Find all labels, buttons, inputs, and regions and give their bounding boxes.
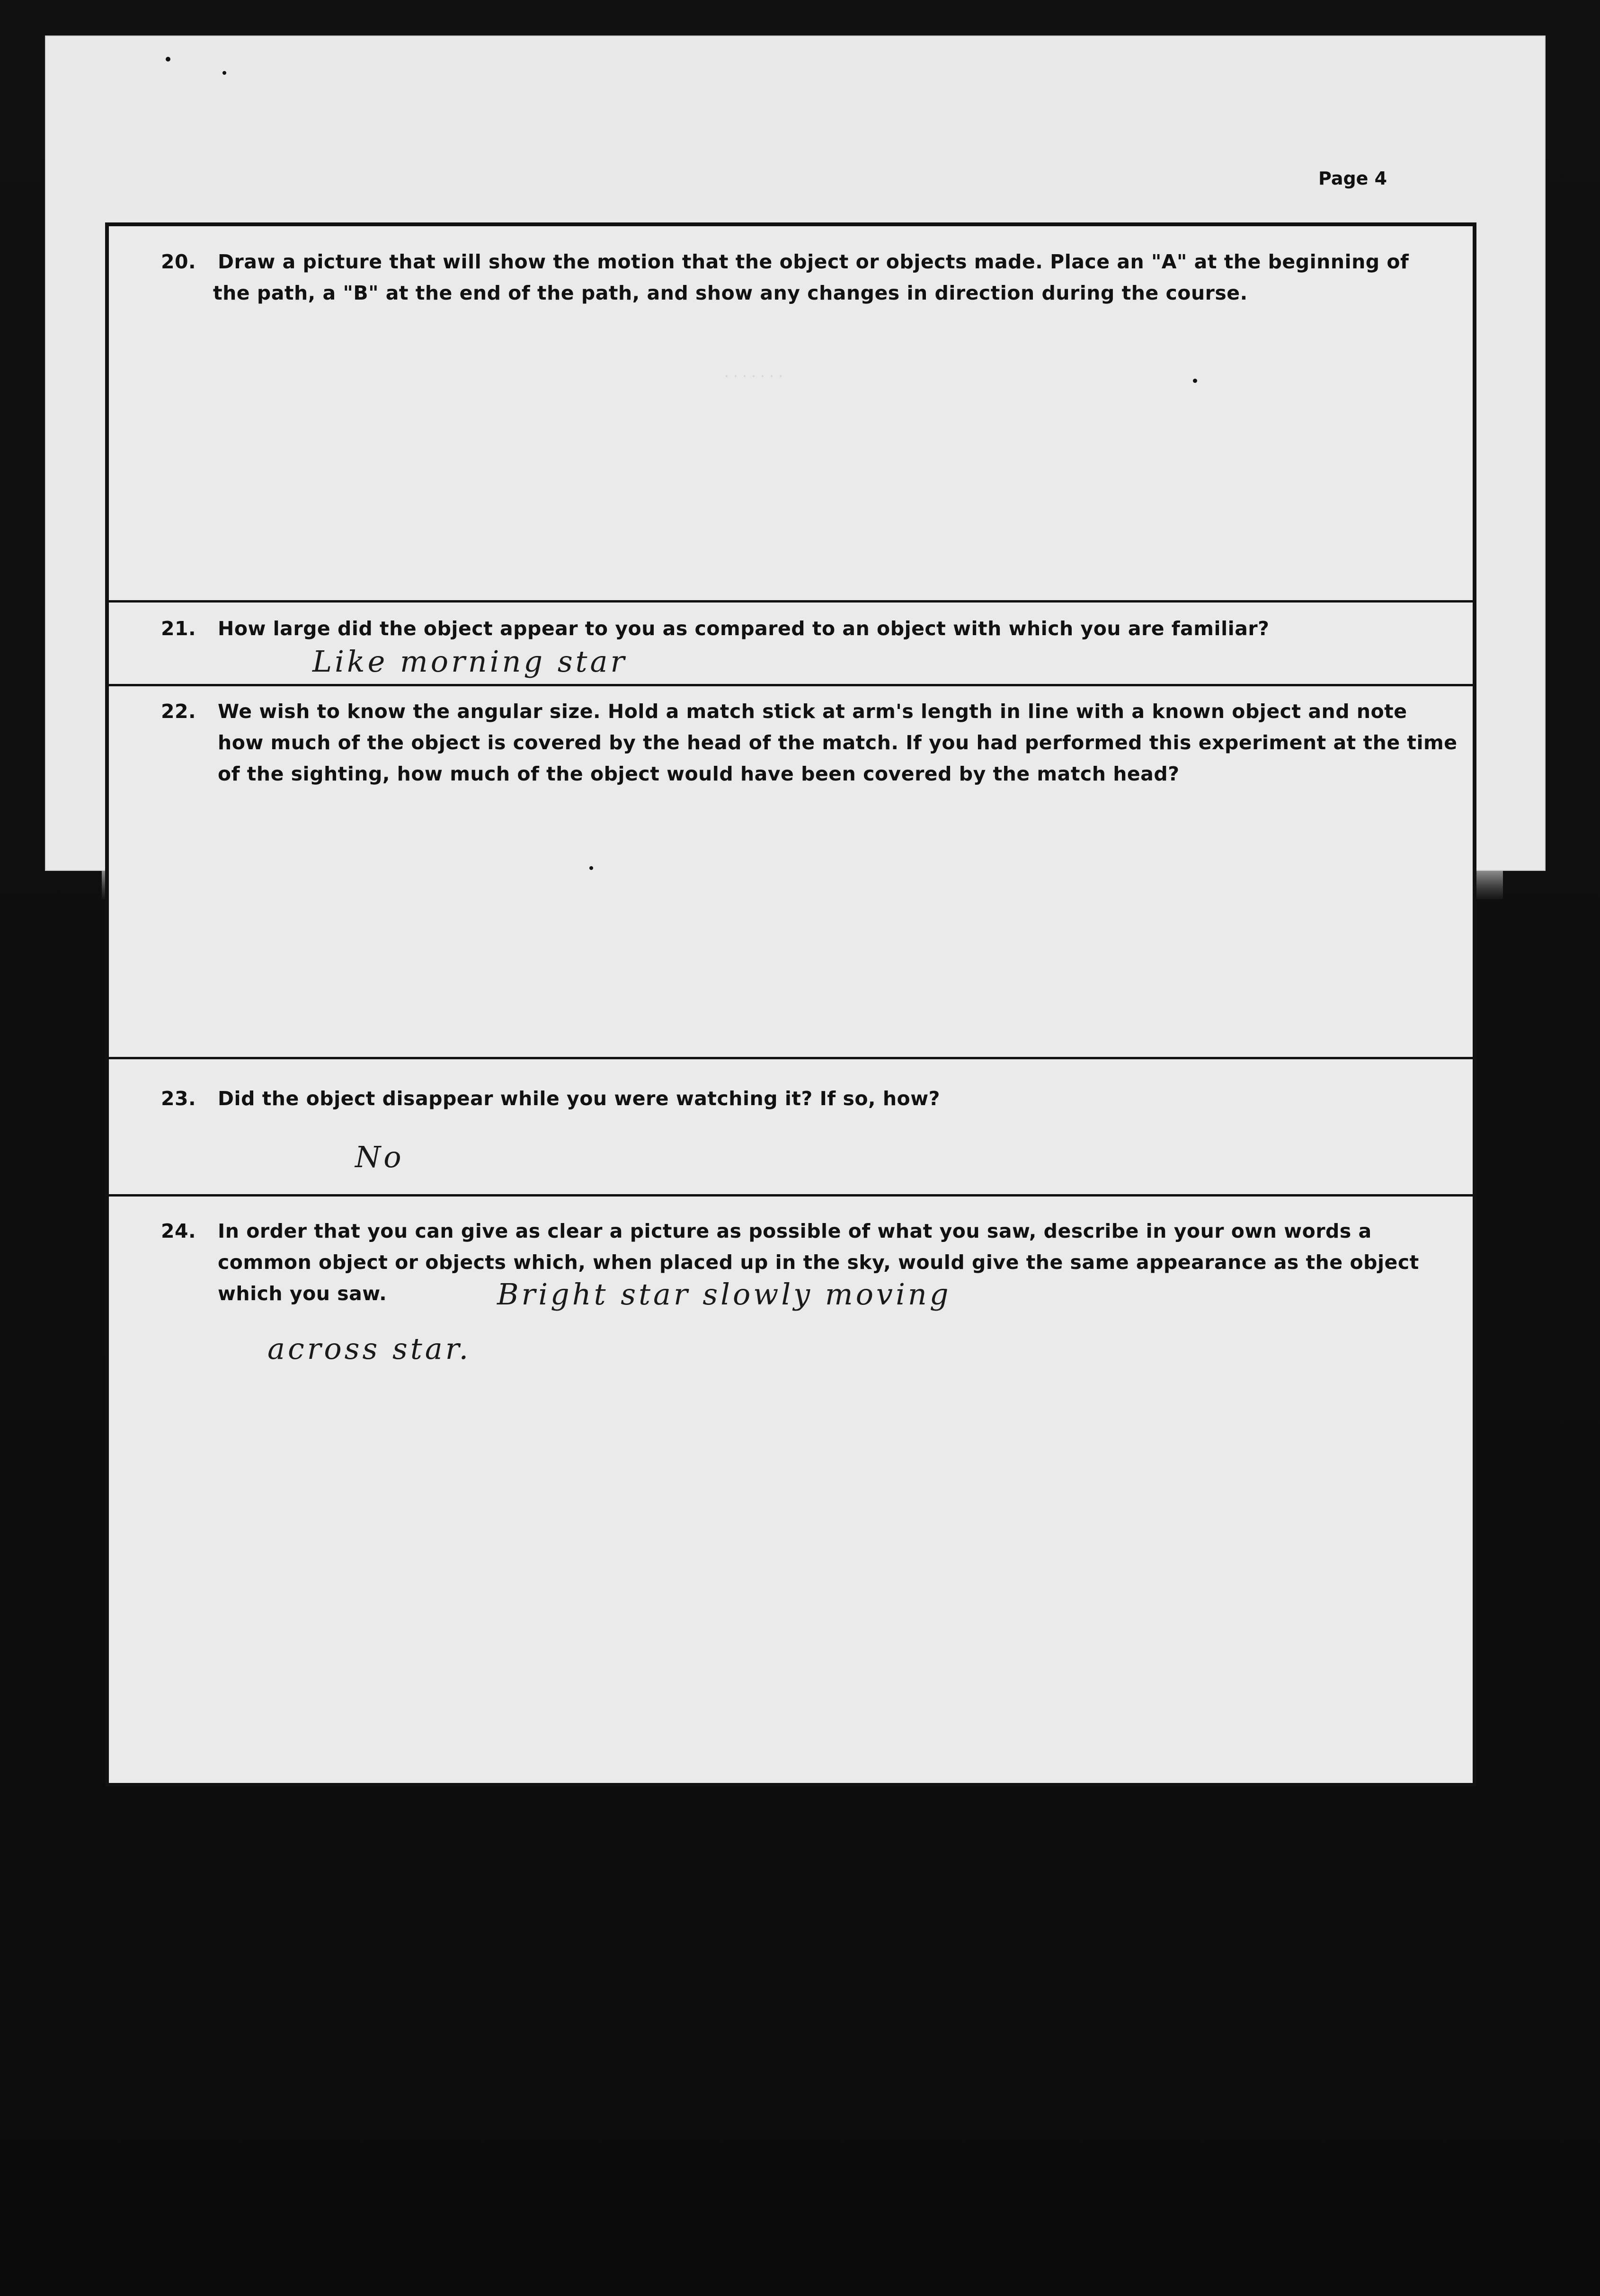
- handwritten-answer-24-line-1: Bright star slowly moving: [497, 1277, 951, 1312]
- handwritten-answer-23: No: [355, 1140, 404, 1174]
- question-23: [109, 1059, 1473, 1193]
- question-number: 24.: [161, 1220, 196, 1242]
- question-number: 23.: [161, 1087, 196, 1110]
- bleed-through-text: · · · · · · ·: [724, 368, 783, 385]
- question-21: [109, 603, 1473, 683]
- question-line: Draw a picture that will show the motion that the object or objects made. Place an "A" at the beginning of: [218, 250, 1409, 273]
- question-line: Did the object disappear while you were watching it? If so, how?: [218, 1087, 940, 1110]
- dust-speck: [589, 866, 593, 870]
- question-21-text: [161, 613, 1269, 644]
- question-number: 20.: [161, 250, 196, 273]
- question-line: common object or objects which, when placed up in the sky, would give the same appearance as the object: [218, 1251, 1419, 1274]
- question-line: which you saw.: [218, 1282, 387, 1305]
- handwritten-answer-24-line-2: across star.: [267, 1331, 471, 1366]
- question-line: In order that you can give as clear a picture as possible of what you saw, describe in your own words a: [218, 1220, 1372, 1242]
- question-22-text: [161, 696, 1458, 789]
- dust-speck: [1193, 379, 1197, 383]
- question-20-text: [161, 246, 1409, 309]
- question-number: 21.: [161, 617, 196, 640]
- question-line: the path, a "B" at the end of the path, and show any changes in direction during the course.: [213, 282, 1248, 304]
- question-number: 22.: [161, 700, 196, 723]
- question-22: [109, 686, 1473, 1046]
- page-number: Page 4: [1318, 168, 1387, 189]
- question-24: [109, 1197, 1473, 1783]
- dust-speck: [166, 57, 170, 62]
- question-20: [109, 226, 1473, 600]
- question-line: We wish to know the angular size. Hold a match stick at arm's length in line with a known object and note: [218, 700, 1407, 723]
- question-line: How large did the object appear to you as compared to an object with which you are familiar?: [218, 617, 1270, 640]
- handwritten-answer-21: Like morning star: [312, 644, 628, 679]
- questionnaire-form: [105, 222, 1476, 1787]
- question-line: of the sighting, how much of the object would have been covered by the match head?: [218, 762, 1180, 785]
- question-line: how much of the object is covered by the head of the match. If you had performed this experiment at the time: [218, 731, 1458, 754]
- dust-speck: [222, 71, 226, 75]
- question-23-text: [161, 1083, 940, 1114]
